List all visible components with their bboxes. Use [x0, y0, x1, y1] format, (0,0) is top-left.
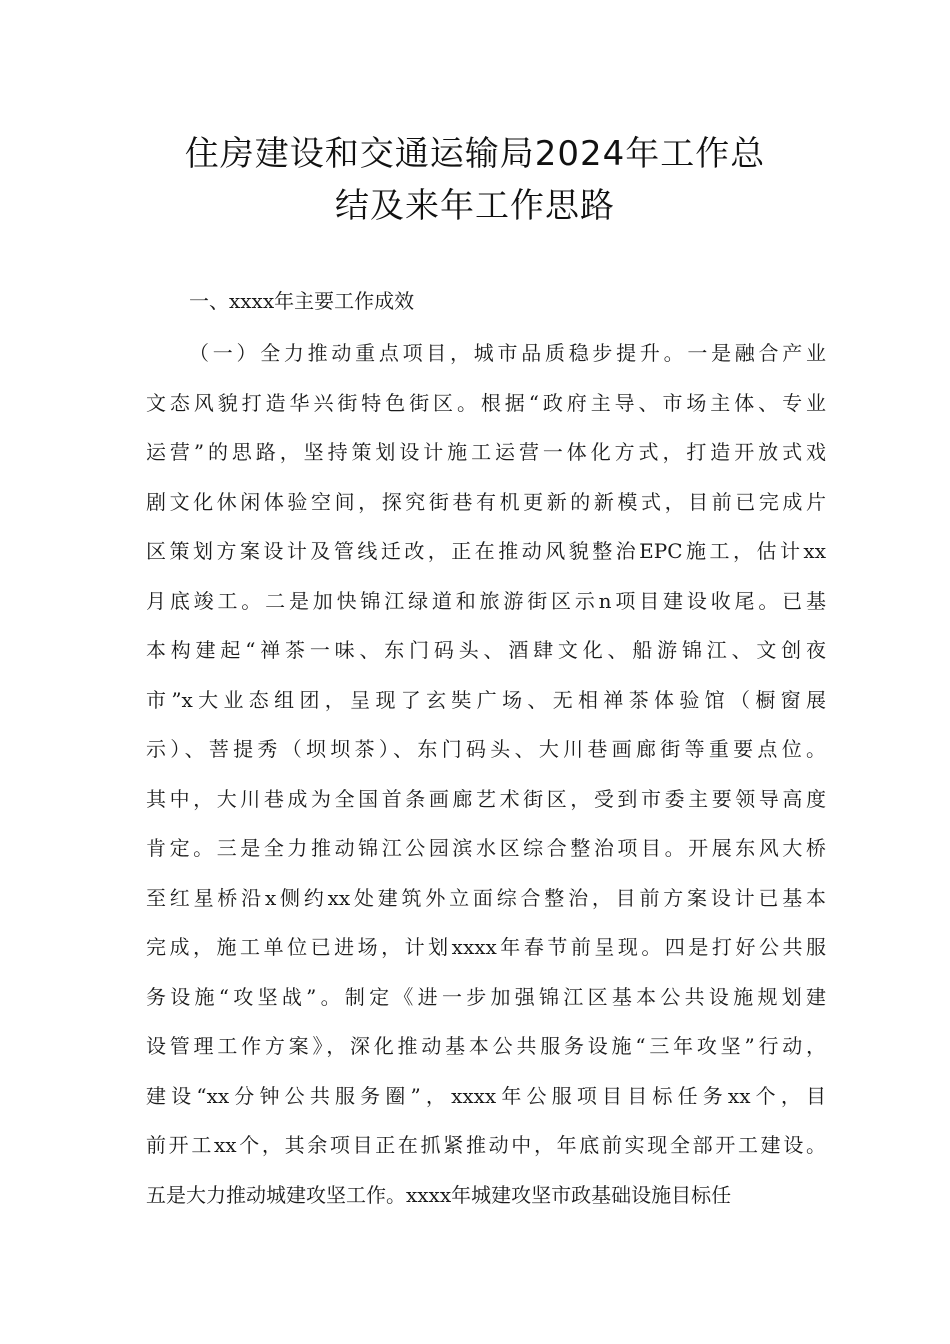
body-paragraph [146, 333, 826, 1224]
document-title [120, 128, 830, 232]
paragraph-line: 本构建起“禅茶一味、东门码头、酒肆文化、船游锦江、文创夜 [146, 638, 826, 662]
paragraph-line: 其中，大川巷成为全国首条画廊艺术街区，受到市委主要领导高度 [146, 786, 826, 811]
paragraph-line: 至红星桥沿x侧约xx处建筑外立面综合整治，目前方案设计已基本 [146, 885, 826, 910]
paragraph-line: 文态风貌打造华兴街特色街区。根据“政府主导、市场主体、专业 [146, 390, 826, 415]
paragraph-line: 月底竣工。二是加快锦江绿道和旅游街区示n项目建设收尾。已基 [146, 588, 826, 613]
paragraph-line: 建设“xx分钟公共服务圈”，xxxx年公服项目目标任务xx个，目 [146, 1083, 826, 1108]
paragraph-line: 务设施“攻坚战”。制定《进一步加强锦江区基本公共设施规划建 [146, 984, 826, 1009]
paragraph-line: 运营”的思路，坚持策划设计施工运营一体化方式，打造开放式戏 [146, 440, 826, 464]
paragraph-line: 设管理工作方案》，深化推动基本公共服务设施“三年攻坚”行动， [146, 1034, 826, 1058]
paragraph-line: 完成，施工单位已进场，计划xxxx年春节前呈现。四是打好公共服 [146, 935, 826, 959]
section-heading: 一、xxxx年主要工作成效 [189, 289, 415, 313]
paragraph-line: 剧文化休闲体验空间，探究街巷有机更新的新模式，目前已完成片 [146, 489, 826, 514]
title-line-1: 住房建设和交通运输局2024年工作总 [184, 134, 766, 174]
paragraph-line: （一）全力推动重点项目，城市品质稳步提升。一是融合产业 [189, 341, 826, 365]
paragraph-line: 五是大力推动城建攻坚工作。xxxx年城建攻坚市政基础设施目标任 [146, 1182, 732, 1207]
paragraph-line: 前开工xx个，其余项目正在抓紧推动中，年底前实现全部开工建设。 [146, 1133, 826, 1157]
paragraph-line: 区策划方案设计及管线迁改，正在推动风貌整治EPC施工，估计xx [146, 539, 826, 563]
paragraph-line: 市”x大业态组团，呈现了玄奘广场、无相禅茶体验馆（橱窗展 [146, 687, 826, 712]
title-line-2: 结及来年工作思路 [335, 186, 615, 226]
paragraph-line: 示）、菩提秀（坝坝茶）、东门码头、大川巷画廊街等重要点位。 [146, 737, 826, 761]
paragraph-line: 肯定。三是全力推动锦江公园滨水区综合整治项目。开展东风大桥 [146, 836, 826, 860]
